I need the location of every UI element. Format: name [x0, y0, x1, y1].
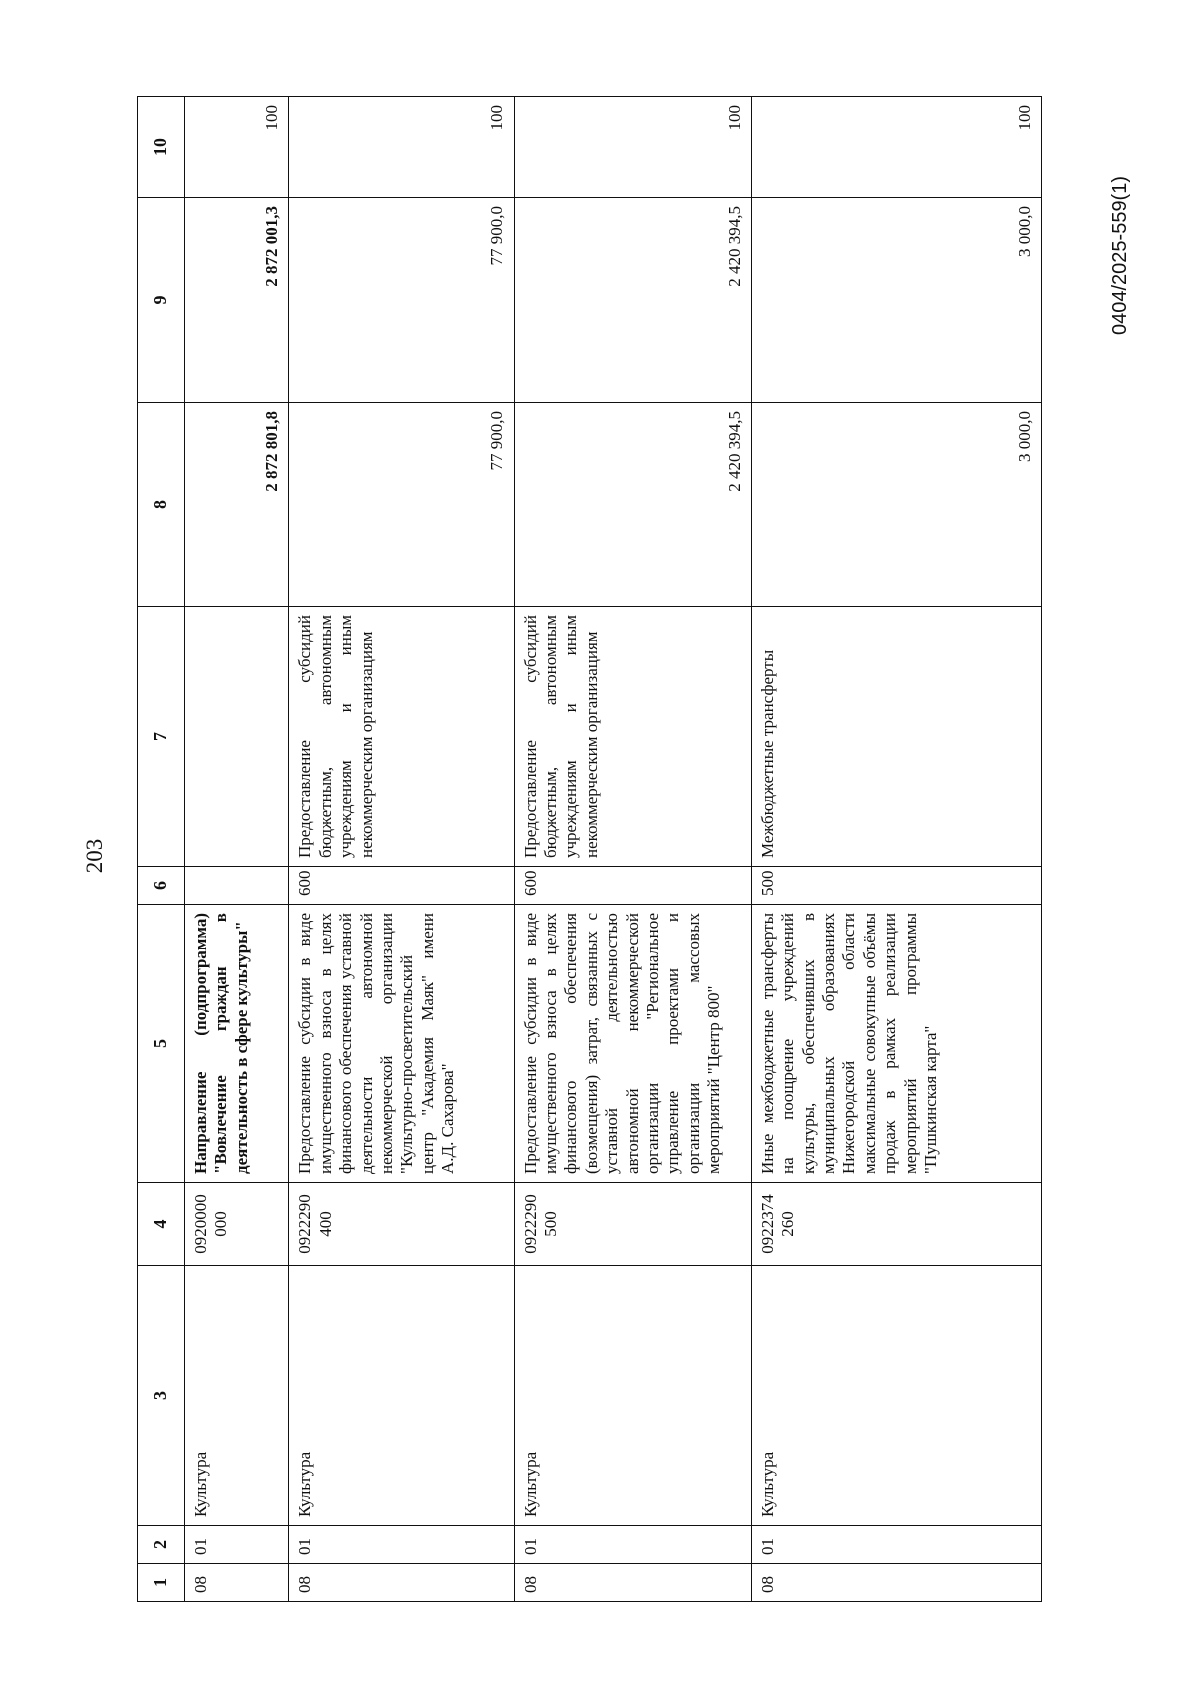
cell-expense-type: 600 — [289, 867, 514, 905]
cell-section-name: Культура — [185, 1266, 289, 1526]
cell-percent: 100 — [751, 97, 1041, 198]
header-col-5: 5 — [138, 905, 185, 1183]
cell-section-name: Культура — [751, 1266, 1041, 1526]
header-col-10: 10 — [138, 97, 185, 198]
budget-table — [137, 96, 1042, 1602]
header-col-6: 6 — [138, 867, 185, 905]
cell-section: 08 — [751, 1564, 1041, 1602]
cell-section: 08 — [514, 1564, 751, 1602]
cell-percent: 100 — [185, 97, 289, 198]
cell-expense-type-name — [185, 607, 289, 867]
cell-expense-type-name: Предоставление субсидий бюджетным, автономным учреждениям и иным некоммерческим организациям — [289, 607, 514, 867]
cell-expense-type — [185, 867, 289, 905]
cell-section: 08 — [289, 1564, 514, 1602]
cell-subsection: 01 — [185, 1526, 289, 1564]
cell-target-name: Предоставление субсидии в виде имущественного взноса в целях финансового обеспечения уставной деятельности автономной некоммерческой организации "Культурно-просветительский центр "Академия Маяк" имени А.Д. Сахарова" — [289, 905, 514, 1183]
cell-target-name: Направление (подпрограмма) "Вовлечение граждан в деятельность в сфере культуры" — [185, 905, 289, 1183]
header-col-2: 2 — [138, 1526, 185, 1564]
cell-target-code: 0922374260 — [751, 1183, 1041, 1266]
cell-planned-amount: 77 900,0 — [289, 403, 514, 607]
cell-expense-type-name: Межбюджетные трансферты — [751, 607, 1041, 867]
header-col-3: 3 — [138, 1266, 185, 1526]
cell-subsection: 01 — [751, 1526, 1041, 1564]
cell-section-name: Культура — [514, 1266, 751, 1526]
table-header — [138, 97, 185, 1602]
cell-percent: 100 — [289, 97, 514, 198]
cell-executed-amount: 3 000,0 — [751, 198, 1041, 403]
header-col-4: 4 — [138, 1183, 185, 1266]
cell-section-name: Культура — [289, 1266, 514, 1526]
cell-executed-amount: 2 872 001,3 — [185, 198, 289, 403]
cell-executed-amount: 77 900,0 — [289, 198, 514, 403]
table-row — [289, 97, 514, 1602]
header-col-1: 1 — [138, 1564, 185, 1602]
header-col-8: 8 — [138, 403, 185, 607]
table-body — [185, 97, 1042, 1602]
cell-section: 08 — [185, 1564, 289, 1602]
document-code — [1100, 155, 1140, 355]
cell-subsection: 01 — [289, 1526, 514, 1564]
rotated-table-container — [137, 97, 1042, 1602]
cell-target-code: 0920000000 — [185, 1183, 289, 1266]
header-col-9: 9 — [138, 198, 185, 403]
cell-subsection: 01 — [514, 1526, 751, 1564]
table-row — [514, 97, 751, 1602]
cell-planned-amount: 3 000,0 — [751, 403, 1041, 607]
cell-expense-type: 500 — [751, 867, 1041, 905]
cell-target-name: Иные межбюджетные трансферты на поощрение учреждений культуры, обеспечивших в муниципальных образованиях Нижегородской области максимальные совокупные объёмы продаж в рамках реализации мероприятий программы "Пушкинская карта" — [751, 905, 1041, 1183]
table-row — [185, 97, 289, 1602]
document-code-text: 0404/2025-559(1) — [1108, 175, 1131, 335]
table-row — [751, 97, 1041, 1602]
cell-percent: 100 — [514, 97, 751, 198]
page-number: 203 — [82, 838, 107, 874]
cell-target-code: 0922290400 — [289, 1183, 514, 1266]
cell-executed-amount: 2 420 394,5 — [514, 198, 751, 403]
cell-expense-type: 600 — [514, 867, 751, 905]
cell-planned-amount: 2 872 801,8 — [185, 403, 289, 607]
header-row — [138, 97, 185, 1602]
cell-target-code: 0922290500 — [514, 1183, 751, 1266]
cell-expense-type-name: Предоставление субсидий бюджетным, автономным учреждениям и иным некоммерческим организациям — [514, 607, 751, 867]
header-col-7: 7 — [138, 607, 185, 867]
cell-planned-amount: 2 420 394,5 — [514, 403, 751, 607]
cell-target-name: Предоставление субсидии в виде имущественного взноса в целях финансового обеспечения (возмещения) затрат, связанных с уставной деятельностью автономной некоммерческой организации "Региональное управление проектами и организации массовых мероприятий "Центр 800" — [514, 905, 751, 1183]
